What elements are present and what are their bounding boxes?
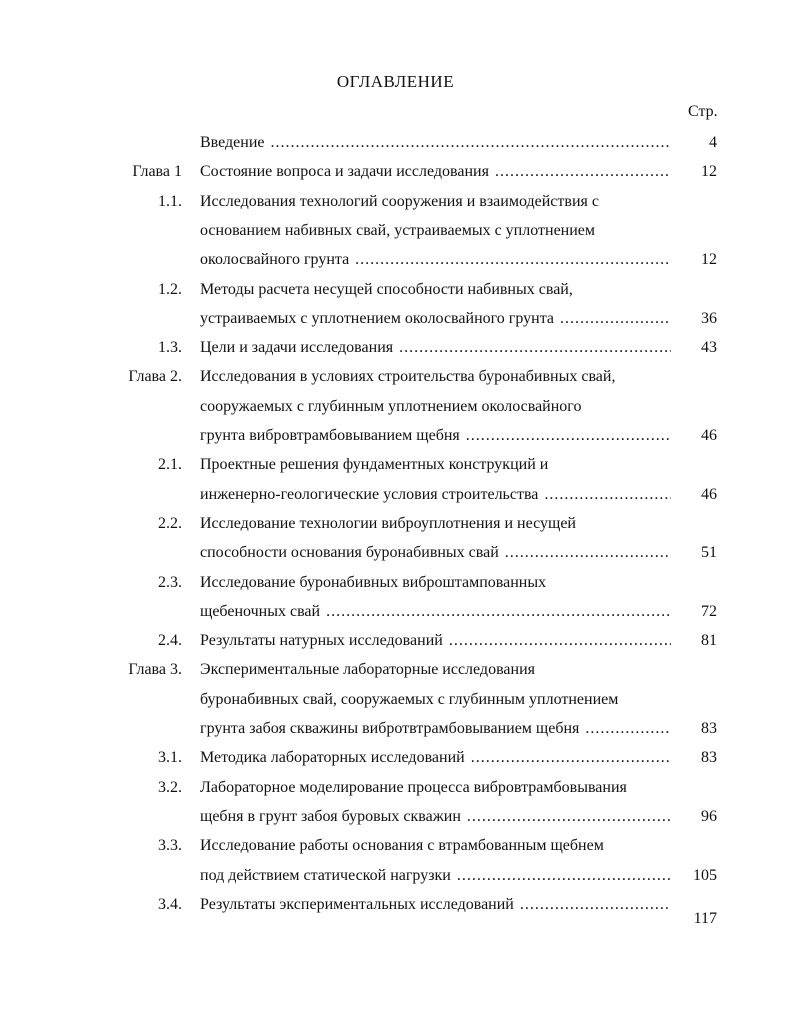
toc-entry-title: околосвайного грунта — [200, 251, 350, 269]
dot-leader — [449, 630, 671, 652]
toc-entry-number: 2.1. — [158, 456, 182, 474]
toc-entry-number: 2.2. — [158, 514, 182, 532]
toc-entry-title: Методы расчета несущей способности набивных свай, — [200, 280, 573, 298]
toc-entry-title-with-leader — [200, 894, 671, 916]
toc-entry-title: Методика лабораторных исследований — [200, 749, 465, 767]
toc-entry-title: буронабивных свай, сооружаемых с глубинным уплотнением — [200, 690, 619, 708]
toc-entry-page: 43 — [701, 339, 717, 357]
toc-entry-number: 1.2. — [158, 280, 182, 298]
toc-entry-number: Глава 3. — [128, 661, 182, 679]
toc-entry-page: 96 — [701, 807, 717, 825]
toc-line — [0, 366, 791, 388]
toc-line — [0, 630, 791, 652]
toc-entry-number: 3.1. — [158, 749, 182, 767]
dot-leader — [466, 425, 671, 447]
toc-entry-title-with-leader — [200, 542, 671, 564]
toc-entry-page: 46 — [701, 485, 717, 503]
toc-line — [0, 220, 791, 242]
page-title: ОГЛАВЛЕНИЕ — [336, 72, 455, 91]
toc-entry-title-with-leader — [200, 425, 671, 447]
toc-entry-title: Исследование буронабивных виброштампованных — [200, 573, 547, 591]
toc-entry-page: 12 — [701, 251, 717, 269]
dot-leader — [467, 806, 671, 828]
toc-entry-page: 72 — [701, 602, 717, 620]
toc-entry-page: 81 — [701, 632, 717, 650]
toc-line — [0, 425, 791, 447]
toc-entry-page: 51 — [701, 544, 717, 562]
toc-line — [0, 835, 791, 857]
toc-entry-title: устраиваемых с уплотнением околосвайного грунта — [200, 309, 554, 327]
toc-entry-title: Цели и задачи исследования — [200, 339, 394, 357]
dot-leader — [471, 747, 671, 769]
toc-entry-title: Состояние вопроса и задачи исследования — [200, 163, 489, 181]
toc-line — [0, 308, 791, 330]
toc-entry-title-with-leader — [200, 161, 671, 183]
toc-entry-number: 3.3. — [158, 837, 182, 855]
toc-line — [0, 396, 791, 418]
toc-entry-page: 105 — [693, 866, 717, 884]
toc-entry-title: Результаты натурных исследований — [200, 632, 443, 650]
toc-entry-title: Экспериментальные лабораторные исследования — [200, 661, 535, 679]
toc-entry-number: Глава 2. — [128, 368, 182, 386]
toc-line — [0, 132, 791, 154]
toc-entry-title-with-leader — [200, 806, 671, 828]
toc-entry-title: Результаты экспериментальных исследований — [200, 895, 514, 913]
dot-leader — [355, 249, 671, 271]
dot-leader — [326, 601, 671, 623]
toc-entry-title: грунта вибровтрамбовыванием щебня — [200, 427, 460, 444]
toc-entry-title-with-leader — [200, 484, 671, 506]
toc-entry-title: инженерно-геологические условия строительства — [200, 485, 539, 503]
toc-entry-page: 46 — [701, 427, 717, 444]
dot-leader — [505, 542, 671, 564]
toc-entry-title-with-leader — [200, 630, 671, 652]
toc-line — [0, 777, 791, 799]
dot-leader — [271, 132, 672, 154]
toc-entry-page: 117 — [693, 909, 717, 927]
toc-entry-title: основанием набивных свай, устраиваемых с уплотнением — [200, 221, 596, 239]
dot-leader — [560, 308, 671, 330]
toc-entry-title-with-leader — [200, 337, 671, 359]
toc-line — [0, 865, 791, 887]
toc-entry-title: щебня в грунт забоя буровых скважин — [200, 807, 461, 825]
toc-entry-title-with-leader — [200, 718, 671, 740]
toc-line — [0, 161, 791, 183]
toc-entry-page: 83 — [701, 720, 717, 737]
toc-line — [0, 249, 791, 271]
toc-line — [0, 542, 791, 564]
dot-leader — [457, 865, 671, 887]
toc-entry-title-with-leader — [200, 747, 671, 769]
toc-line — [0, 689, 791, 711]
toc-entry-title: сооружаемых с глубинным уплотнением околосвайного — [200, 397, 582, 415]
toc-entry-page: 12 — [701, 163, 717, 181]
page-column-header: Стр. — [688, 103, 718, 120]
toc-line — [0, 806, 791, 828]
toc-entry-title-with-leader — [200, 865, 671, 887]
toc-entry-title: щебеночных свай — [200, 602, 321, 620]
toc-entry-number: 2.3. — [158, 573, 182, 591]
toc-entry-page: 83 — [701, 749, 717, 767]
toc-line — [0, 484, 791, 506]
toc-line — [0, 747, 791, 769]
toc-line — [0, 454, 791, 476]
dot-leader — [399, 337, 671, 359]
dot-leader — [585, 718, 671, 740]
toc-line — [0, 513, 791, 535]
toc-entry-number: 1.3. — [158, 339, 182, 357]
toc-line — [0, 279, 791, 301]
dot-leader — [520, 894, 671, 916]
toc-entry-title: Введение — [200, 134, 265, 151]
toc-entry-title: под действием статической нагрузки — [200, 866, 451, 884]
toc-entry-title: способности основания буронабивных свай — [200, 544, 499, 562]
toc-entry-title: Лабораторное моделирование процесса вибровтрамбовывания — [200, 778, 627, 796]
toc-entry-title: Исследование работы основания с втрамбованным щебнем — [200, 837, 604, 855]
toc-entry-title: Исследования технологий сооружения и взаимодействия с — [200, 192, 599, 210]
toc-entry-title: грунта забоя скважины вибротвтрамбовыванием щебня — [200, 720, 580, 737]
toc-entry-number: 2.4. — [158, 632, 182, 650]
toc-entry-title-with-leader — [200, 601, 671, 623]
toc-line — [0, 572, 791, 594]
toc-line — [0, 601, 791, 623]
toc-line — [0, 191, 791, 213]
dot-leader — [544, 484, 671, 506]
toc-entry-number: Глава 1 — [132, 163, 182, 181]
toc-line — [0, 718, 791, 740]
dot-leader — [495, 161, 671, 183]
toc-line — [0, 659, 791, 681]
toc-entry-title-with-leader — [200, 249, 671, 271]
toc-entry-number: 3.2. — [158, 778, 182, 796]
toc-entry-title: Проектные решения фундаментных конструкций и — [200, 456, 549, 474]
toc-entry-number: 1.1. — [158, 192, 182, 210]
toc-entry-title: Исследование технологии виброуплотнения и несущей — [200, 514, 576, 532]
toc-line — [0, 894, 791, 927]
toc-entry-page: 4 — [709, 134, 717, 151]
toc-entry-page: 36 — [701, 309, 717, 327]
toc-entry-title-with-leader — [200, 308, 671, 330]
toc-entry-title: Исследования в условиях строительства буронабивных свай, — [200, 368, 616, 386]
toc-entry-number: 3.4. — [158, 895, 182, 913]
toc-line — [0, 337, 791, 359]
toc-entry-title-with-leader — [200, 132, 671, 154]
